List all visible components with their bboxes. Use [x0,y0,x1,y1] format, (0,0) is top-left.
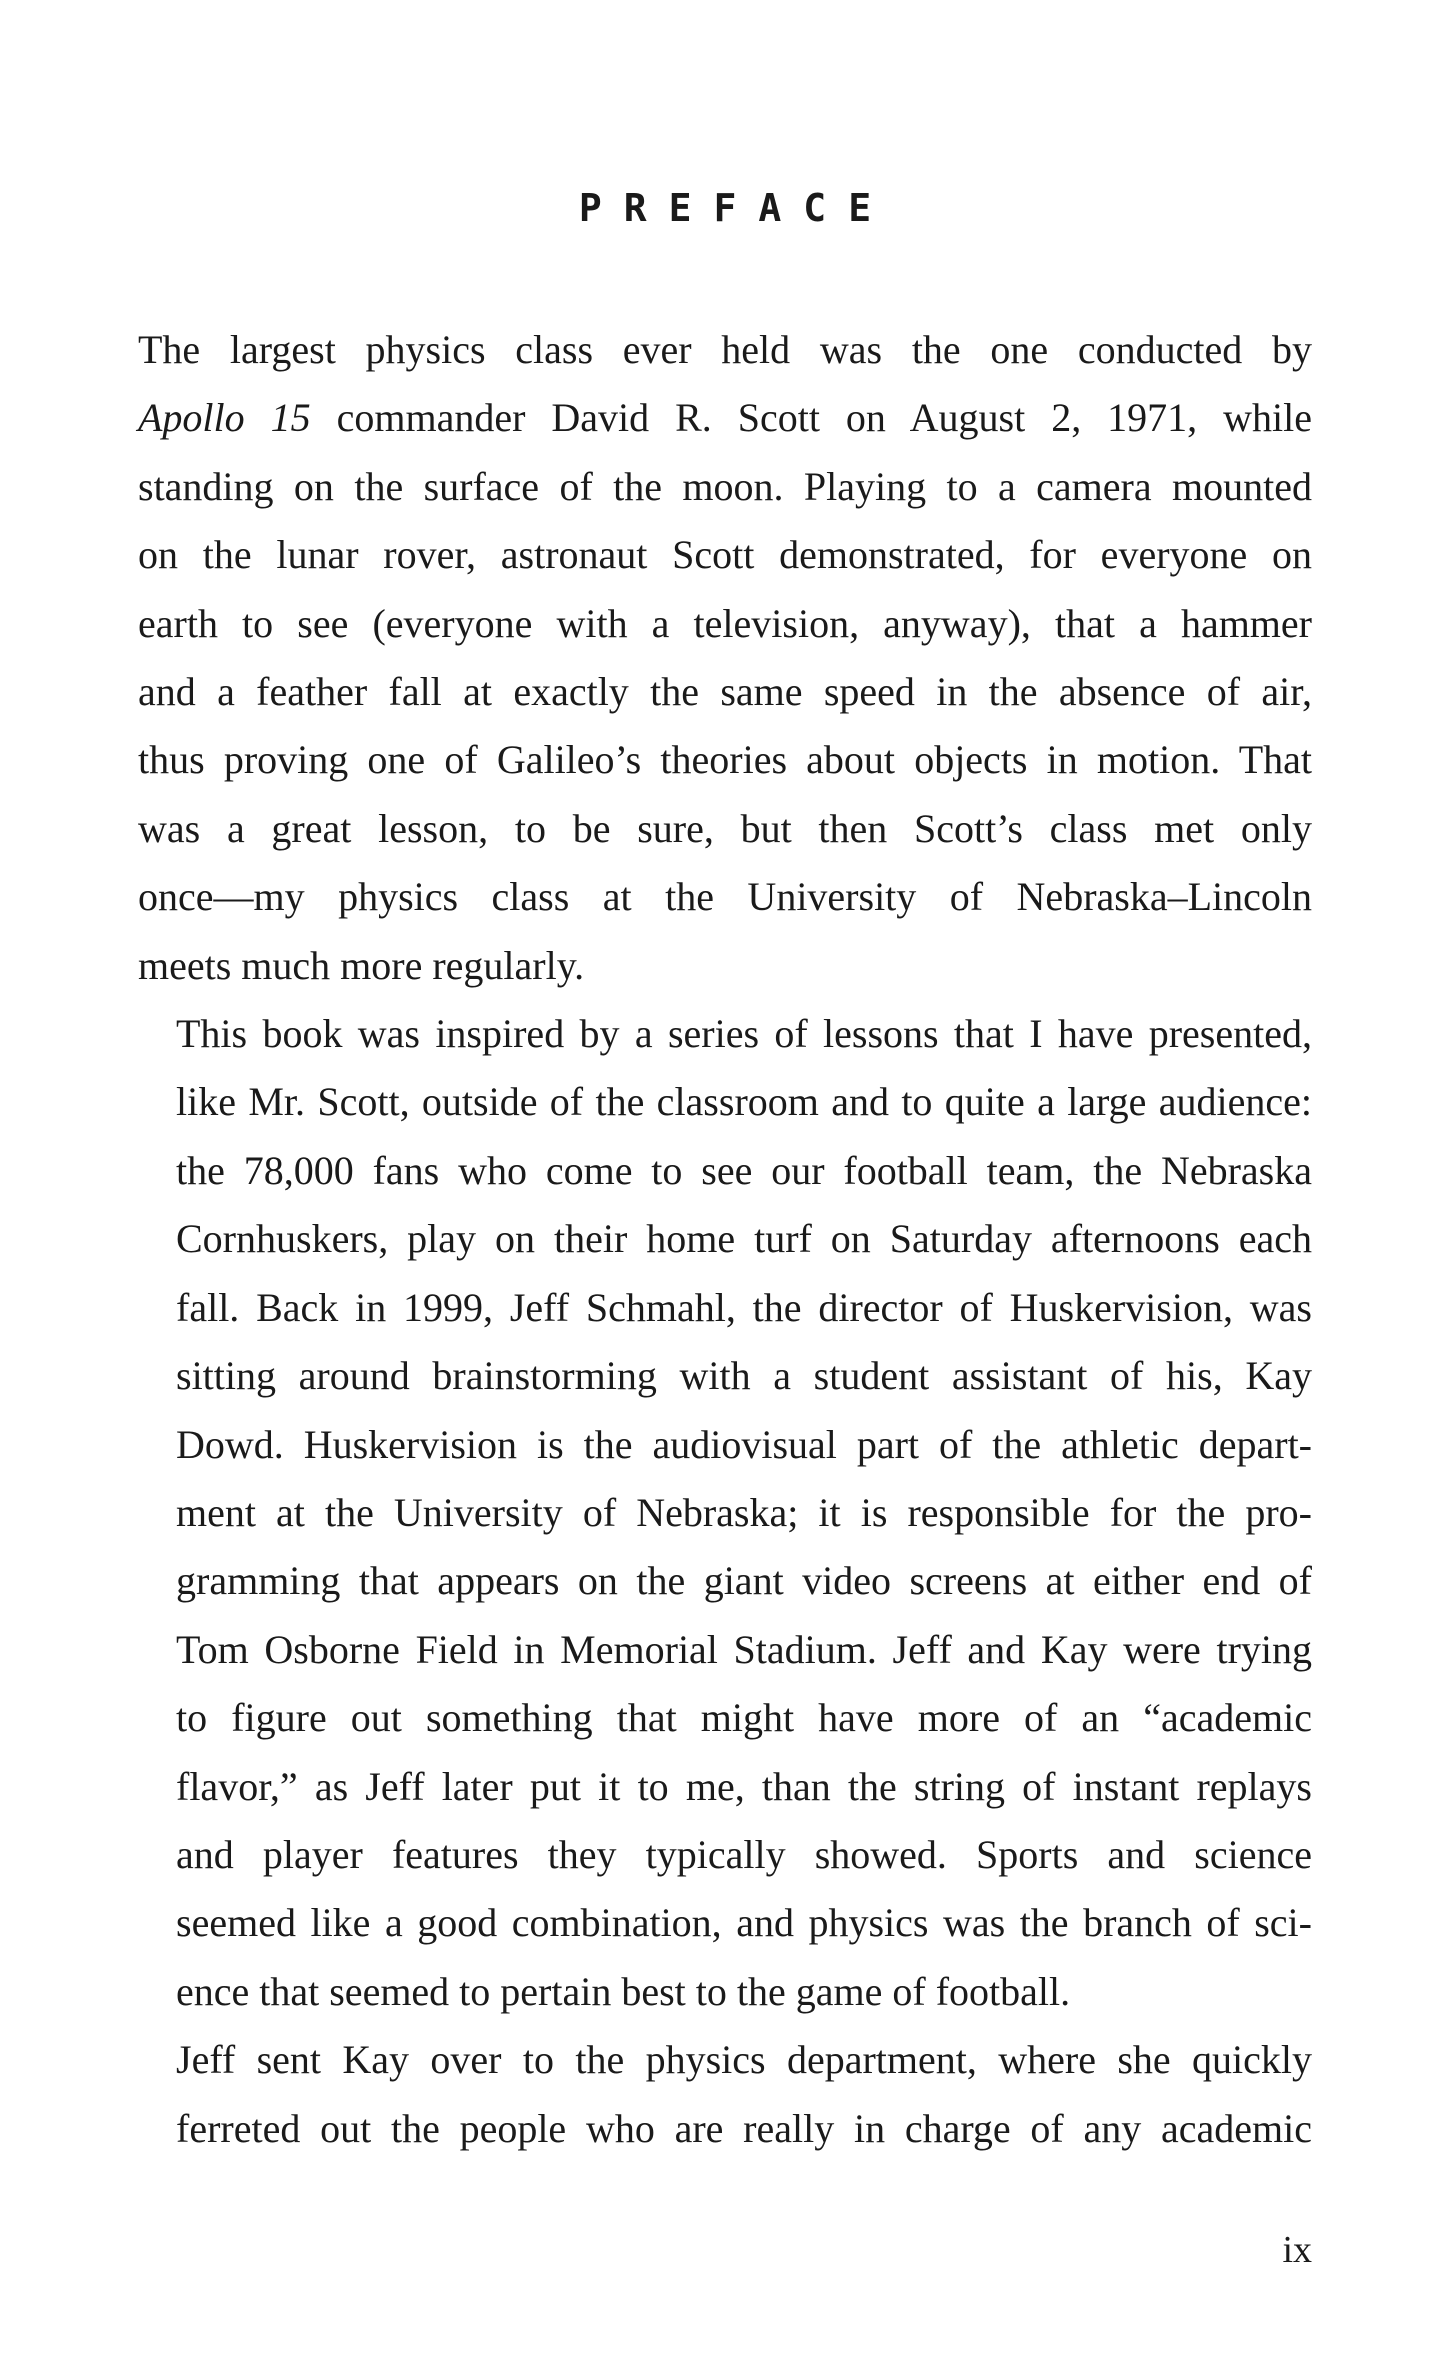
chapter-heading: PREFACE [578,186,894,230]
page-number: ix [1282,2229,1312,2271]
text-line: flavor,” as Jeff later put it to me, than the string of instant replays [176,1763,1312,1809]
text-line-rest: commander David R. Scott on August 2, 1971, while [310,395,1312,441]
paragraph-3 [138,2026,1312,2163]
text-line: Jeff sent Kay over to the physics department, where she quickly [176,2037,1312,2083]
text-line: seemed like a good combination, and physics was the branch of sci- [176,1900,1312,1946]
text-line-with-italic [138,384,1312,452]
text-line: like Mr. Scott, outside of the classroom and to quite a large audience: [176,1079,1312,1125]
italic-phrase: Apollo 15 [138,395,311,441]
text-line: earth to see (everyone with a television, anyway), that a hammer [138,600,1312,646]
text-line: to figure out something that might have more of an “academic [176,1695,1312,1741]
text-line: Tom Osborne Field in Memorial Stadium. Jeff and Kay were trying [176,1626,1312,1672]
paragraph-2 [138,1000,1312,2026]
body-text [138,316,1312,2163]
text-line: ferreted out the people who are really in charge of any academic [176,2105,1312,2151]
text-line: fall. Back in 1999, Jeff Schmahl, the director of Huskervision, was [176,1284,1312,1330]
text-line: the 78,000 fans who come to see our football team, the Nebraska [176,1147,1312,1193]
text-line: and player features they typically showed. Sports and science [176,1831,1312,1877]
text-line: standing on the surface of the moon. Playing to a camera mounted [138,463,1312,509]
text-line: was a great lesson, to be sure, but then Scott’s class met only [138,805,1312,851]
text-line: Dowd. Huskervision is the audiovisual part of the athletic depart- [176,1421,1312,1467]
paragraph-1 [138,316,1312,1000]
text-line: ment at the University of Nebraska; it is responsible for the pro- [176,1489,1312,1535]
text-line: ence that seemed to pertain best to the game of football. [176,1968,1071,2014]
text-line: The largest physics class ever held was the one conducted by [138,327,1312,372]
text-line: gramming that appears on the giant video screens at either end of [176,1558,1312,1604]
text-line: This book was inspired by a series of lessons that I have presented, [176,1011,1312,1057]
text-line: once—my physics class at the University of Nebraska–Lincoln [138,874,1312,920]
text-line: Cornhuskers, play on their home turf on Saturday afternoons each [176,1216,1312,1262]
text-line: thus proving one of Galileo’s theories about objects in motion. That [138,737,1312,783]
text-line: on the lunar rover, astronaut Scott demonstrated, for everyone on [138,532,1312,578]
text-line: meets much more regularly. [138,942,585,988]
text-line: sitting around brainstorming with a student assistant of his, Kay [176,1353,1312,1399]
text-line: and a feather fall at exactly the same speed in the absence of air, [138,669,1312,715]
